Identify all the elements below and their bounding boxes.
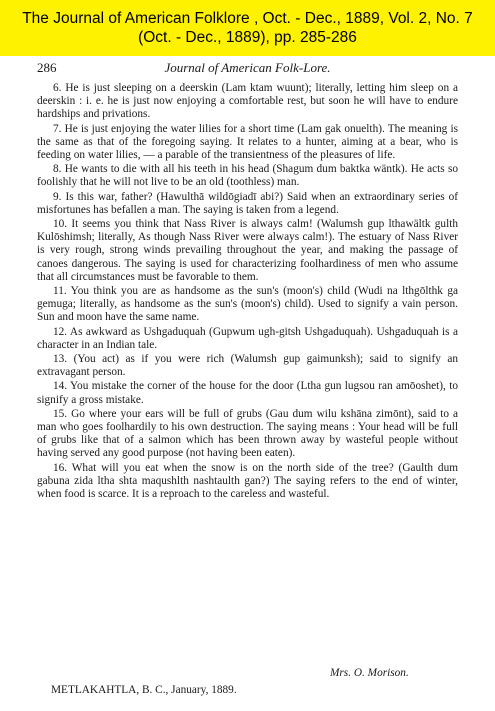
saying-7: 7. He is just enjoying the water lilies for a short time (Lam gak onuelth). The meaning is the same as that of the foregoing saying. It relates to a hunter, aiming at a bear, who is feeding on water lilies, — a parable of the transientness of the pleasures of life. bbox=[37, 122, 458, 162]
saying-10: 10. It seems you think that Nass River is always calm! (Walumsh gup lthawältk gulth Kulōshimsh; literally, As though Nass River were always calm!). The estuary of Nass River is very rough, strong winds prevailing throughout the year, and making the passage of canoes dangerous. The saying is used for characterizing foolhardiness of men who assume that all circumstances must be favorable to them. bbox=[37, 218, 458, 283]
journal-title: Journal of American Folk-Lore. bbox=[164, 60, 331, 75]
article-body bbox=[37, 82, 458, 502]
saying-9: 9. Is this war, father? (Hawulthā wildōgiadī abi?) Said when an extraordinary series of misfortunes has befallen a man. The saying is taken from a legend. bbox=[37, 190, 458, 216]
author-signature: Mrs. O. Morison. bbox=[330, 667, 409, 679]
citation-text: The Journal of American Folklore , Oct. - Dec., 1889, Vol. 2, No. 7 (Oct. - Dec., 1889), pp. 285-286 bbox=[22, 10, 473, 46]
saying-16: 16. What will you eat when the snow is on the north side of the tree? (Gaulth dum gabuna zida ltha shta maqushlth nashtaulth gan?) The saying refers to the end of winter, when food is scarce. It is a reproach to the careless and wasteful. bbox=[37, 461, 458, 501]
saying-11: 11. You think you are as handsome as the sun's (moon's) child (Wudi na lthgōlthk ga gemuga; literally, as handsome as the sun's (moon's) child). Used to signify a vain person. Sun and moon have the same name. bbox=[37, 285, 458, 324]
page-number: 286 bbox=[37, 60, 57, 75]
citation-banner bbox=[0, 0, 495, 56]
dateline: METLAKAHTLA, B. C., January, 1889. bbox=[51, 684, 237, 696]
saying-6: 6. He is just sleeping on a deerskin (Lam ktam wuunt); literally, letting him sleep on a deerskin : i. e. he is just now enjoying a comfortable rest, but soon he will have to endure hardships and privations. bbox=[37, 82, 458, 121]
saying-12: 12. As awkward as Ushgaduquah (Gupwum ugh-gitsh Ushgaduquah). Ushgaduquah is a character in an Indian tale. bbox=[37, 325, 458, 351]
saying-15: 15. Go where your ears will be full of grubs (Gau dum wilu kshāna zimōnt), said to a man who goes foolhardily to his own destruction. The saying means : Your head will be full of grubs like that of a salmon which has been thrown away by wasteful people without having served any good purpose (not having been eaten). bbox=[37, 407, 458, 460]
saying-14: 14. You mistake the corner of the house for the door (Ltha gun lugsou ran amōoshet), to signify a gross mistake. bbox=[37, 380, 458, 406]
saying-13: 13. (You act) as if you were rich (Walumsh gup gaimunksh); said to signify an extravagant person. bbox=[37, 353, 458, 379]
page-header bbox=[37, 60, 458, 78]
saying-8: 8. He wants to die with all his teeth in his head (Shagum dum baktka wäntk). He acts so foolishly that he will not live to be an old (toothless) man. bbox=[37, 163, 458, 189]
